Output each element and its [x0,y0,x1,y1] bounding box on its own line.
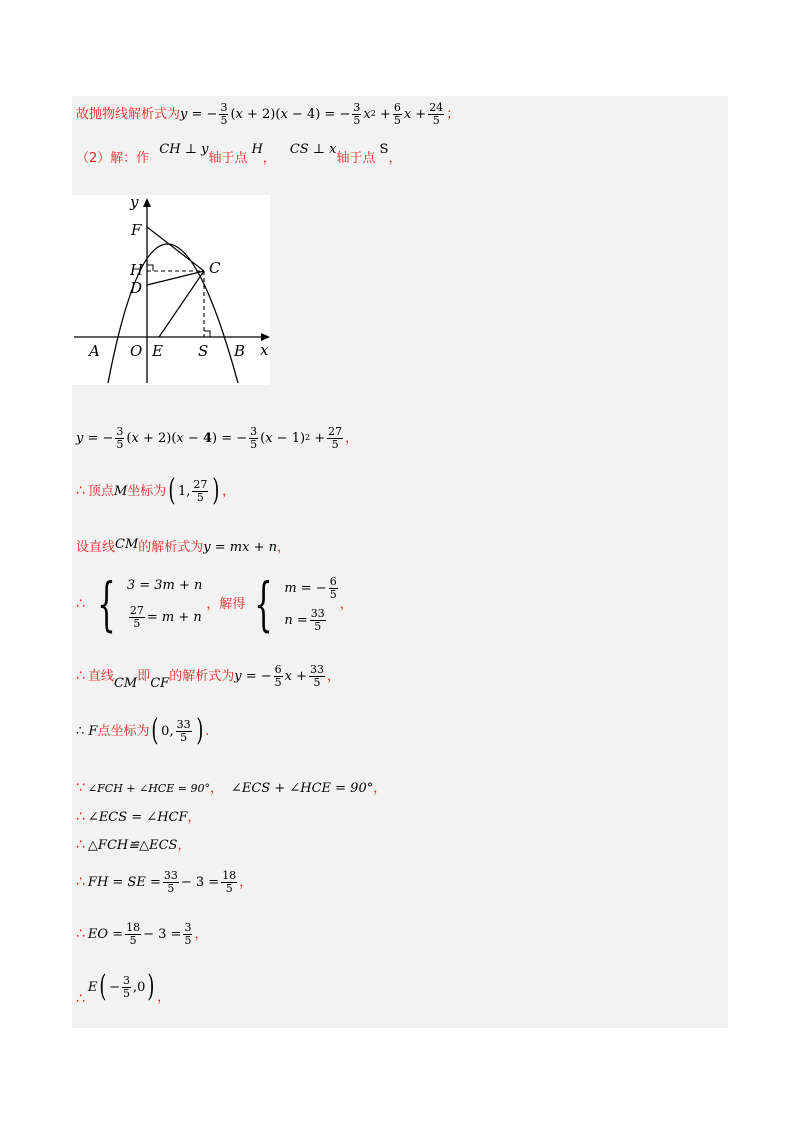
label-y: y [130,195,139,211]
math-m: M [113,483,128,499]
punct: ， [262,151,276,166]
label-s: S [198,342,209,360]
therefore-symbol: ∴ [76,874,85,891]
parabola-equation-line: 故抛物线解析式为 y = − $\frac{3}{5}$ (x + 2)(x − 4) = − $\frac{3}{5}$ x 2 + $\frac{6}{5}$ x + $\frac{24}{5}$ ； [76,101,460,127]
construction-line: （2）解：作 CH ⊥ y 轴于点 H ， CS ⊥ x 轴于点 S ， [76,142,402,166]
math-s: S [379,142,389,157]
angle-equality: ∠ECS = ∠HCF [87,809,188,825]
text-label: 的解析式为 [169,668,235,684]
label-o: O [130,342,143,360]
n-den: 5 [314,619,322,633]
vertex-line: ∴ 顶点 M 坐标为 ( 1, $\frac{27}{5}$ ) ， [76,473,236,508]
punct: ， [388,151,402,166]
math-cs: CS [289,142,309,157]
m-num: 6 [329,574,337,588]
text-label: 的解析式为 [138,540,204,555]
text-label: （2）解：作 [76,151,150,166]
angles-line [76,781,386,795]
congruent-line [76,838,190,852]
m-solution: m = − [284,580,327,596]
text-label: 直线 [87,668,114,684]
label-h: H [130,261,144,279]
because-symbol: ∵ [76,780,85,796]
angle-equation-2: ∠ECS + ∠HCE = 90° [230,780,374,796]
e-point-line: ∴ E ( − $\frac{3}{5}$ ,0 ) ， [76,969,171,1007]
punct: ， [194,926,208,942]
text-label: 坐标为 [127,483,167,499]
text-label: 即 [137,668,151,684]
eo-head: EO = [87,926,124,942]
therefore-symbol: ∴ [76,596,85,612]
math-h: H [251,142,263,157]
eq2-num: 27 [129,604,144,618]
right-angle-s [204,331,210,337]
punct: ， [327,668,341,684]
punct: ， [373,780,387,796]
text-label: 设直线 [76,540,116,555]
fh-head: FH = SE = [87,874,161,890]
therefore-symbol: ∴ [76,837,85,853]
math-ch: CH [159,142,181,157]
fh-line: ∴ FH = SE = $\frac{33}{5}$ − 3 = $\frac{18}{5}$ ， [76,869,253,895]
equation-1: 3 = 3m + n [126,577,203,593]
n-solution: n = [284,612,308,628]
label-d: D [130,279,143,297]
congruence: △FCH≌△ECS [87,837,178,853]
f-point-line: ∴ F 点坐标为 ( 0, $\frac{33}{5}$ ) . [76,713,210,748]
therefore-symbol: ∴ [76,991,85,1007]
text-label: 点坐标为 [97,723,150,739]
punct: ； [446,106,460,122]
m-den: 5 [329,587,337,601]
punct: ， [339,596,353,612]
parabola-figure [72,195,270,385]
eo-line: ∴ EO = $\frac{18}{5}$ − 3 = $\frac{3}{5}$ ， [76,921,208,947]
label-f: F [131,221,142,239]
therefore-symbol: ∴ [76,668,85,685]
n-num: 33 [310,606,325,620]
math-cf: CF [150,675,170,691]
punct: ， [277,540,291,555]
punct: ， [209,780,223,796]
punct: ， [239,874,253,890]
y-axis-arrow [143,198,151,207]
label-c: C [209,259,221,277]
equation-system-line: ∴ { 3 = 3m + n $\frac{27}{5}$ = m + n ，解得 { m = − $\frac{6}{5}$ n = $\frac{33}{5}$ ， [76,570,353,638]
math-cm: CM [115,537,139,552]
label-x: x [260,341,269,359]
line-cf: ∴ 直线 CM 即 CF 的解析式为 y = − $\frac{6}{5}$ x + $\frac{33}{5}$ ， [76,663,341,691]
angle-equal-line [76,810,201,824]
text-label: 轴于点 [336,151,376,166]
punct: ， [157,989,171,1005]
text-label: 故抛物线解析式为 [76,106,181,122]
equation-2: = m + n [146,609,202,625]
punct: . [205,723,210,739]
punct: ， [187,809,201,825]
therefore-symbol: ∴ [76,926,85,943]
formula-ymxn: y = mx + n [203,540,277,555]
punct: ， [177,837,191,853]
math-y: y [201,142,209,157]
punct: ， [222,483,236,499]
text-label: 顶点 [87,483,114,499]
math-x: x [329,142,337,157]
label-e: E [152,342,163,360]
math-f: F [88,723,98,739]
label-a: A [89,342,100,360]
math-cm: CM [113,675,138,691]
vertex-form-line: y = − $\frac{3}{5}$ (x + 2)(x − 4) = − $\frac{3}{5}$ (x − 1) 2 + $\frac{27}{5}$ ， [76,425,359,451]
text-label: 轴于点 [208,151,248,166]
therefore-symbol: ∴ [76,809,85,825]
eq2-den: 5 [133,616,141,630]
angle-equation-1: ∠FCH + ∠HCE = 90° [87,781,210,795]
right-angle-h [147,265,153,271]
therefore-symbol: ∴ [76,483,85,499]
math-e: E [87,979,98,995]
x-axis-arrow [261,333,270,341]
label-b: B [234,342,246,360]
set-line-cm [76,537,291,555]
text-label: ，解得 [206,596,246,612]
